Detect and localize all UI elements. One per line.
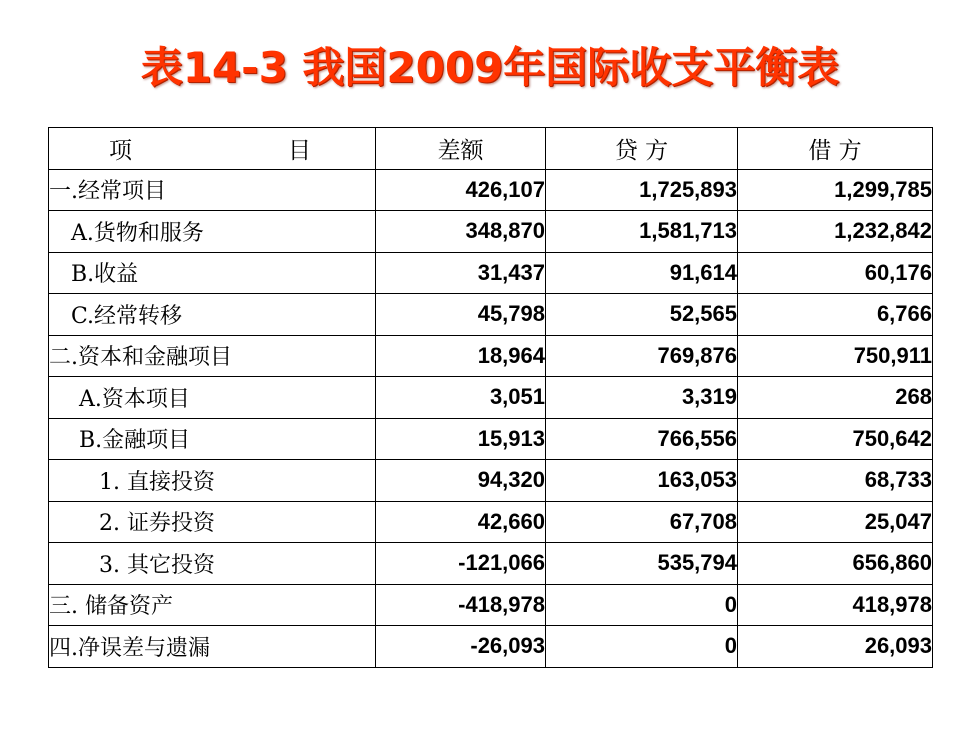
row-label: B.收益: [49, 252, 376, 294]
row-debit: 750,642: [738, 418, 933, 460]
header-item-left: 项: [109, 137, 132, 164]
table-row: [49, 169, 933, 211]
row-difference: -418,978: [376, 584, 546, 626]
row-label: A.资本项目: [49, 377, 376, 419]
table-row: [49, 211, 933, 253]
row-credit: 163,053: [546, 460, 738, 502]
row-difference: 348,870: [376, 211, 546, 253]
row-credit: 0: [546, 626, 738, 668]
table-row: [49, 626, 933, 668]
row-label: 3. 其它投资: [49, 543, 376, 585]
header-credit: 贷 方: [546, 128, 738, 170]
table-row: [49, 335, 933, 377]
row-debit: 60,176: [738, 252, 933, 294]
row-difference: -121,066: [376, 543, 546, 585]
row-difference: 94,320: [376, 460, 546, 502]
table-row: [49, 377, 933, 419]
table-row: [49, 252, 933, 294]
row-label: 三. 储备资产: [49, 584, 376, 626]
row-credit: 91,614: [546, 252, 738, 294]
row-label: B.金融项目: [49, 418, 376, 460]
row-credit: 67,708: [546, 501, 738, 543]
row-debit: 1,232,842: [738, 211, 933, 253]
row-difference: 3,051: [376, 377, 546, 419]
row-difference: -26,093: [376, 626, 546, 668]
row-debit: 25,047: [738, 501, 933, 543]
row-label: 2. 证券投资: [49, 501, 376, 543]
row-credit: 1,725,893: [546, 169, 738, 211]
row-difference: 31,437: [376, 252, 546, 294]
row-credit: 769,876: [546, 335, 738, 377]
row-label: 四.净误差与遗漏: [49, 626, 376, 668]
row-difference: 18,964: [376, 335, 546, 377]
header-item: [49, 128, 376, 170]
page-title: 表14-3 我国2009年国际收支平衡表: [140, 43, 840, 92]
header-debit: 借 方: [738, 128, 933, 170]
row-debit: 750,911: [738, 335, 933, 377]
table-header-row: [49, 128, 933, 170]
row-debit: 6,766: [738, 294, 933, 336]
row-credit: 1,581,713: [546, 211, 738, 253]
row-debit: 68,733: [738, 460, 933, 502]
table-row: [49, 501, 933, 543]
row-credit: 766,556: [546, 418, 738, 460]
row-label: 1. 直接投资: [49, 460, 376, 502]
row-debit: 268: [738, 377, 933, 419]
table-row: [49, 294, 933, 336]
row-credit: 535,794: [546, 543, 738, 585]
row-credit: 3,319: [546, 377, 738, 419]
table-row: [49, 418, 933, 460]
row-difference: 426,107: [376, 169, 546, 211]
row-difference: 42,660: [376, 501, 546, 543]
row-debit: 26,093: [738, 626, 933, 668]
header-difference: 差额: [376, 128, 546, 170]
row-credit: 0: [546, 584, 738, 626]
row-label: C.经常转移: [49, 294, 376, 336]
row-debit: 418,978: [738, 584, 933, 626]
row-debit: 1,299,785: [738, 169, 933, 211]
row-debit: 656,860: [738, 543, 933, 585]
row-label: 一.经常项目: [49, 169, 376, 211]
row-label: 二.资本和金融项目: [49, 335, 376, 377]
header-item-right: 目: [288, 137, 311, 164]
row-difference: 15,913: [376, 418, 546, 460]
balance-of-payments-table: [48, 127, 933, 668]
row-difference: 45,798: [376, 294, 546, 336]
row-credit: 52,565: [546, 294, 738, 336]
table-row: [49, 543, 933, 585]
table-row: [49, 460, 933, 502]
table-row: [49, 584, 933, 626]
row-label: A.货物和服务: [49, 211, 376, 253]
